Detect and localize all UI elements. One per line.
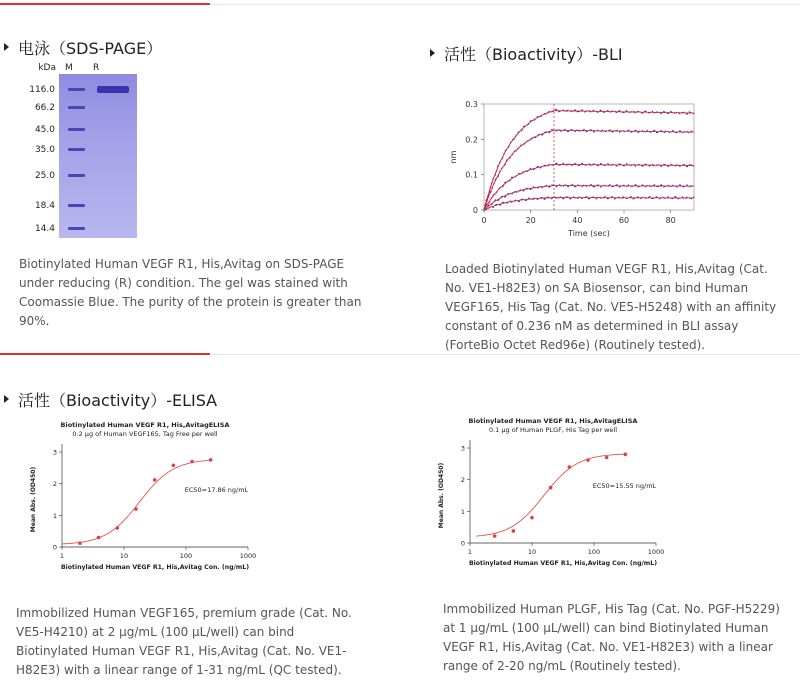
bli-chart	[440, 98, 710, 248]
elisa-y-tick-label: 1	[52, 511, 57, 520]
elisa-y-axis-label: Mean Abs. (OD450)	[30, 466, 37, 533]
middle-divider-accent	[0, 353, 210, 355]
sds-section-title	[4, 36, 162, 59]
elisa-data-point	[568, 465, 572, 469]
sds-title-text: 电泳（SDS-PAGE）	[18, 39, 163, 58]
elisa-y-tick-label: 2	[460, 476, 465, 485]
elisa-y-tick-label: 1	[460, 507, 465, 516]
elisa-ec50-annotation: EC50=15.55 ng/mL	[592, 481, 657, 490]
elisa-data-point	[153, 478, 157, 482]
elisa-data-point	[78, 541, 82, 545]
gel-marker-labels	[19, 63, 59, 238]
gel-marker-label: 14.4	[34, 224, 55, 234]
elisa-right-chart	[430, 414, 700, 584]
elisa-data-point	[116, 526, 120, 530]
bli-measured-curve	[484, 110, 694, 211]
elisa-fit-curve	[63, 460, 211, 544]
elisa-fit-curve	[476, 454, 625, 536]
gel-body	[59, 74, 137, 238]
sds-caption: Biotinylated Human VEGF R1, His,Avitag on SDS-PAGE under reducing (R) condition. The gel was stained with Coomassie Blue. The purity of the protein is greater than 90%.	[19, 257, 362, 328]
elisa-x-tick-label: 1000	[647, 548, 665, 556]
elisa-y-axis-label: Mean Abs. (OD450)	[438, 462, 445, 529]
bli-title-text: 活性（Bioactivity）-BLI	[444, 45, 623, 64]
bli-caption: Loaded Biotinylated Human VEGF R1, His,Avitag (Cat. No. VE1-H82E3) on SA Biosensor, can bind Human VEGF165, His Tag (Cat. No. VE5-H5248) with an affinity constant of 0.236 nM as determined in BLI assay (ForteBio Octet Red96e) (Routinely tested).	[445, 262, 777, 352]
elisa-y-tick-label: 2	[52, 480, 57, 489]
ladder-band	[68, 174, 85, 177]
elisa-y-tick-label: 0	[460, 539, 465, 548]
elisa-data-point	[549, 486, 553, 490]
bli-fit-curve	[484, 164, 694, 210]
bli-measured-curve	[484, 196, 694, 209]
elisa-x-tick-label: 100	[179, 552, 193, 560]
elisa-x-tick-label: 1000	[239, 552, 257, 560]
bli-y-axis-label: nm	[449, 150, 458, 164]
gel-lane-label-m: M	[65, 63, 73, 73]
elisa-data-point	[97, 536, 101, 540]
elisa-data-point	[530, 516, 534, 520]
elisa-x-tick-label: 1	[59, 552, 65, 560]
bli-fit-curve	[484, 111, 694, 210]
bli-x-axis-label: Time (sec)	[568, 229, 610, 238]
elisa-data-point	[624, 453, 628, 457]
gel-marker-label: 25.0	[34, 171, 55, 181]
bli-y-tick-label: 0	[472, 206, 478, 215]
gel-marker-label: 116.0	[29, 85, 55, 95]
gel-marker-label: 45.0	[34, 125, 55, 135]
bli-x-tick-label: 60	[618, 216, 630, 225]
bullet-triangle-icon	[430, 49, 435, 57]
bli-y-tick-label: 0.2	[465, 135, 478, 145]
elisa-data-point	[172, 464, 176, 468]
gel-marker-label: 18.4	[34, 201, 55, 211]
elisa-left-caption: Immobilized Human VEGF165, premium grade (Cat. No. VE5-H4210) at 2 μg/mL (100 μL/well) can bind Biotinylated Human VEGF R1, His,Avitag (Cat. No. VE1-H82E3) with a linear range of 1-31 ng/mL (QC tested).	[16, 606, 352, 677]
elisa-chart-subtitle: 0.1 μg of Human PLGF, His Tag per well	[488, 426, 618, 434]
elisa-y-tick-label: 3	[460, 444, 465, 453]
top-divider	[0, 4, 800, 5]
bullet-triangle-icon	[4, 43, 9, 51]
bli-x-tick-label: 20	[525, 216, 536, 225]
elisa-title-text: 活性（Bioactivity）-ELISA	[18, 391, 218, 410]
bli-x-tick-label: 40	[572, 216, 583, 225]
bli-section-title	[430, 42, 623, 65]
ladder-band	[68, 227, 85, 230]
elisa-x-axis-label: Biotinylated Human VEGF R1, His,Avitag Con. (ng/mL)	[468, 560, 658, 567]
bli-y-tick-label: 0.1	[465, 170, 478, 180]
elisa-x-tick-label: 10	[119, 552, 129, 560]
gel-marker-label: 66.2	[34, 103, 55, 113]
sds-page-gel-image	[19, 63, 118, 238]
elisa-data-point	[209, 458, 213, 462]
bli-measured-curve	[484, 184, 694, 209]
ladder-band	[68, 128, 85, 131]
elisa-x-axis-label: Biotinylated Human VEGF R1, His,Avitag Con. (ng/mL)	[60, 564, 250, 571]
elisa-data-point	[134, 507, 138, 511]
elisa-ec50-annotation: EC50=17.86 ng/mL	[184, 485, 249, 494]
elisa-data-point	[586, 458, 590, 462]
elisa-data-point	[493, 534, 497, 538]
elisa-data-point	[190, 460, 194, 464]
elisa-x-tick-label: 10	[527, 548, 537, 556]
elisa-x-tick-label: 1	[467, 548, 473, 556]
gel-lane-label-kda: kDa	[38, 63, 56, 73]
elisa-left-chart	[22, 418, 282, 588]
sample-band-r	[97, 86, 129, 93]
elisa-section-title	[4, 388, 217, 411]
bli-plot-frame	[484, 104, 694, 210]
bli-measured-curve	[484, 163, 694, 211]
elisa-data-point	[605, 456, 609, 460]
elisa-chart-subtitle: 0.2 μg of Human VEGF165, Tag Free per well	[72, 430, 218, 438]
ladder-band	[68, 88, 85, 91]
elisa-chart-title: Biotinylated Human VEGF R1, His,AvitagELISA	[60, 421, 230, 429]
ladder-band	[68, 148, 85, 151]
gel-marker-label: 35.0	[34, 145, 55, 155]
bli-y-tick-label: 0.3	[465, 100, 478, 109]
bullet-triangle-icon	[4, 395, 9, 403]
ladder-band	[68, 106, 85, 109]
elisa-x-tick-label: 100	[587, 548, 601, 556]
top-divider-accent	[0, 3, 210, 5]
elisa-right-caption: Immobilized Human PLGF, His Tag (Cat. No. PGF-H5229) at 1 μg/mL (100 μL/well) can bind Biotinylated Human VEGF R1, His,Avitag (Cat. No. VE1-H82E3) with a linear range of 2-20 ng/mL (Routinely tested).	[443, 602, 780, 673]
bli-x-tick-label: 0	[481, 216, 487, 225]
elisa-y-tick-label: 0	[52, 543, 57, 552]
gel-lane-label-r: R	[93, 63, 100, 73]
elisa-data-point	[512, 529, 516, 533]
bli-x-tick-label: 80	[665, 216, 676, 225]
ladder-band	[68, 204, 85, 207]
elisa-y-tick-label: 3	[52, 448, 57, 457]
elisa-chart-title: Biotinylated Human VEGF R1, His,AvitagELISA	[468, 417, 638, 425]
